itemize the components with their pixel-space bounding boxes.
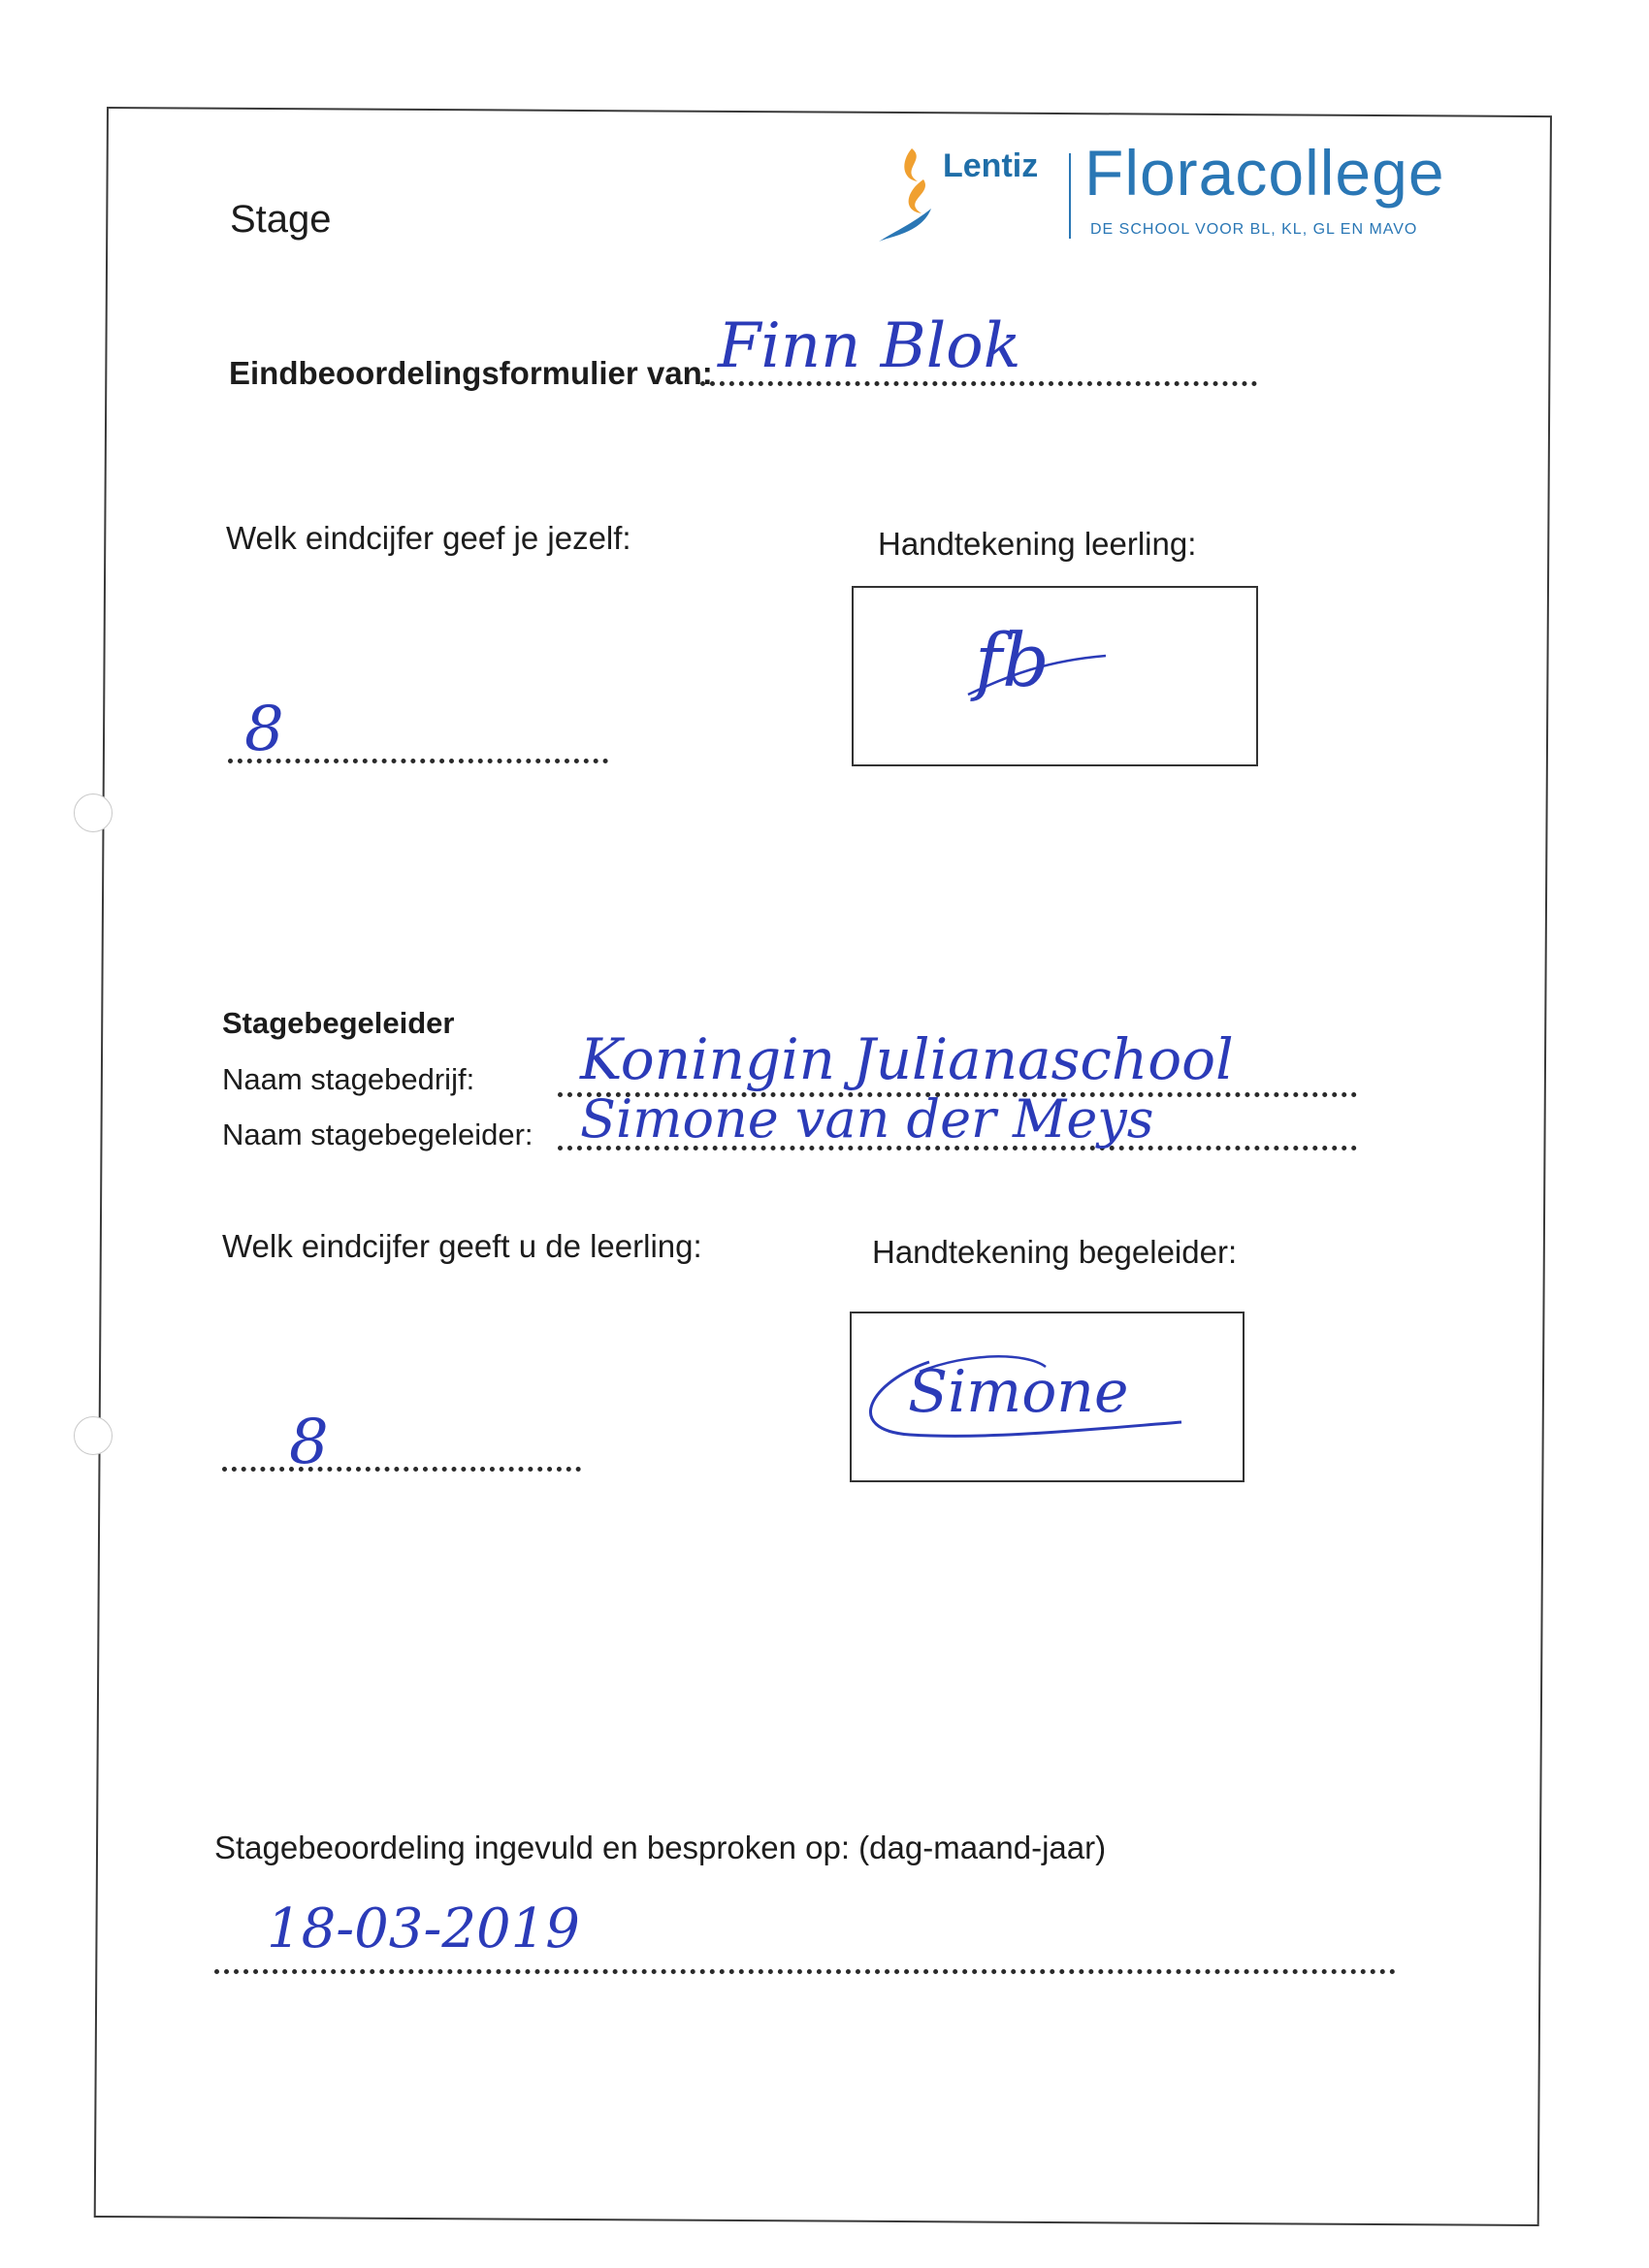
student-grade-line	[228, 759, 608, 763]
student-signature-box	[852, 586, 1258, 766]
student-grade-value: 8	[244, 694, 284, 765]
student-name-value: Finn Blok	[718, 310, 1021, 382]
student-grade-label: Welk eindcijfer geef je jezelf:	[226, 520, 631, 556]
completion-date-line	[214, 1969, 1396, 1974]
form-title-label: Eindbeoordelingsformulier van:	[229, 355, 713, 391]
student-signature-stroke	[854, 588, 1256, 764]
logo-brand: Lentiz	[943, 147, 1039, 184]
student-signature: fb	[975, 617, 1050, 703]
company-value: Koningin Julianaschool	[580, 1026, 1234, 1092]
page-title: Stage	[230, 198, 332, 241]
lentiz-flame-icon	[873, 141, 941, 247]
supervisor-name-label: Naam stagebegeleider:	[222, 1118, 534, 1151]
logo-divider	[1069, 153, 1071, 239]
completion-label: Stagebeoordeling ingevuld en besproken op: (dag-maand-jaar)	[214, 1830, 1107, 1865]
supervisor-signature-label: Handtekening begeleider:	[872, 1234, 1238, 1270]
supervisor-heading: Stagebegeleider	[222, 1006, 455, 1040]
logo-name: Floracollege	[1084, 137, 1445, 209]
supervisor-grade-value: 8	[289, 1407, 329, 1478]
punch-hole-top	[74, 794, 113, 832]
student-signature-label: Handtekening leerling:	[878, 526, 1197, 562]
supervisor-name-value: Simone van der Meys	[580, 1088, 1154, 1150]
punch-hole-bottom	[74, 1416, 113, 1455]
company-label: Naam stagebedrijf:	[222, 1062, 475, 1096]
school-logo	[873, 136, 1445, 252]
logo-tagline: DE SCHOOL VOOR BL, KL, GL EN MAVO	[1090, 221, 1418, 238]
supervisor-signature: Simone	[908, 1358, 1129, 1426]
supervisor-grade-line	[222, 1467, 581, 1472]
completion-date-value: 18-03-2019	[267, 1897, 580, 1960]
supervisor-signature-box	[850, 1312, 1245, 1482]
supervisor-grade-label: Welk eindcijfer geeft u de leerling:	[222, 1228, 702, 1264]
